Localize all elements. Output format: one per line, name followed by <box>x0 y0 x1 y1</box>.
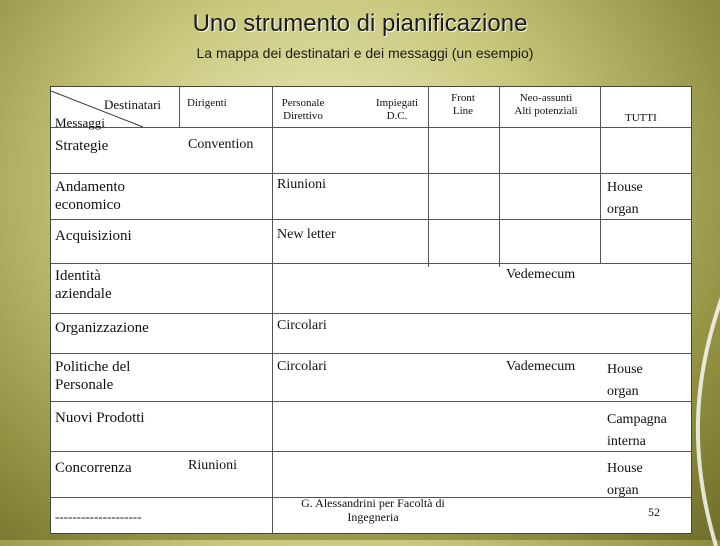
cell-house-organ <box>607 458 643 503</box>
row-politiche-personale <box>55 358 130 394</box>
row-strategie: Strategie <box>55 138 109 154</box>
header-impiegati-line2: D.C. <box>386 110 408 123</box>
header-neo-line2: Alti potenziali <box>514 105 578 118</box>
header-neo-assunti <box>501 92 591 118</box>
column-divider <box>179 87 180 127</box>
header-personale-line1: Personale <box>281 97 325 109</box>
cell-vademecum: Vademecum <box>506 359 576 374</box>
slide-title: Uno strumento di pianificazione <box>192 10 528 37</box>
footer-author-line1: G. Alessandrini per Facoltà di <box>301 496 445 510</box>
slide-page-number: 52 <box>648 505 660 519</box>
row-organizzazione: Organizzazione <box>55 320 149 336</box>
decorative-swoosh <box>686 286 720 546</box>
header-neo-line1: Neo-assunti <box>519 92 573 104</box>
header-front-line2: Line <box>452 105 474 118</box>
cell-house-organ-line2: organ <box>607 202 639 218</box>
row-divider <box>51 127 691 128</box>
cell-house-organ <box>607 359 643 404</box>
header-front-line1: Front <box>451 92 475 104</box>
planning-table <box>50 86 692 534</box>
cell-campagna-line1: Campagna <box>607 412 667 427</box>
row-divider <box>51 451 691 452</box>
row-nuovi-prodotti: Nuovi Prodotti <box>55 410 145 426</box>
row-politiche-line2: Personale <box>55 377 114 393</box>
row-identita-aziendale <box>55 267 112 303</box>
column-divider <box>428 87 429 267</box>
row-politiche-line1: Politiche del <box>55 359 131 375</box>
cell-house-organ-line1: House <box>607 180 643 195</box>
header-personale <box>273 97 333 123</box>
cell-house-organ-line2: organ <box>607 483 639 499</box>
header-tutti: TUTTI <box>625 112 657 124</box>
header-personale-line2: Direttivo <box>283 110 323 123</box>
cell-new-letter: New letter <box>277 227 336 242</box>
row-divider <box>51 313 691 314</box>
row-concorrenza: Concorrenza <box>55 460 132 476</box>
row-identita-line1: Identità <box>55 268 101 284</box>
header-front-line <box>433 92 493 118</box>
row-andamento-line1: Andamento <box>55 179 125 195</box>
cell-campagna-interna <box>607 409 667 454</box>
cell-vedemecum: Vedemecum <box>506 267 576 282</box>
header-impiegati-line1: Impiegati <box>375 97 419 109</box>
header-impiegati <box>367 97 427 123</box>
column-divider <box>600 87 601 263</box>
row-placeholder-dashes: -------------------- <box>55 509 142 524</box>
cell-house-organ-line1: House <box>607 362 643 377</box>
cell-campagna-line2: interna <box>607 434 646 450</box>
column-divider <box>272 87 273 533</box>
row-divider <box>51 173 691 174</box>
row-divider <box>51 401 691 402</box>
row-divider <box>51 263 691 264</box>
cell-convention: Convention <box>188 137 254 152</box>
cell-house-organ <box>607 177 643 222</box>
row-acquisizioni: Acquisizioni <box>55 228 132 244</box>
row-divider <box>51 219 691 220</box>
row-andamento-line2: economico <box>55 197 121 213</box>
corner-recipients-label: Destinatari <box>104 97 162 112</box>
slide-subtitle: La mappa dei destinatari e dei messaggi (un esempio) <box>196 45 534 61</box>
cell-riunioni: Riunioni <box>277 177 327 192</box>
corner-messages-label: Messaggi <box>55 115 105 130</box>
cell-circolari: Circolari <box>277 359 327 374</box>
row-andamento-economico <box>55 178 125 214</box>
row-identita-line2: aziendale <box>55 286 112 302</box>
footer-author-line2: Ingegneria <box>347 510 399 525</box>
cell-riunioni-concorrenza: Riunioni <box>188 458 238 473</box>
column-divider <box>499 87 500 267</box>
cell-house-organ-line1: House <box>607 461 643 476</box>
row-divider <box>51 353 691 354</box>
header-dirigenti: Dirigenti <box>187 97 227 109</box>
footer-author <box>273 496 473 525</box>
cell-circolari: Circolari <box>277 318 327 333</box>
cell-house-organ-line2: organ <box>607 384 639 400</box>
